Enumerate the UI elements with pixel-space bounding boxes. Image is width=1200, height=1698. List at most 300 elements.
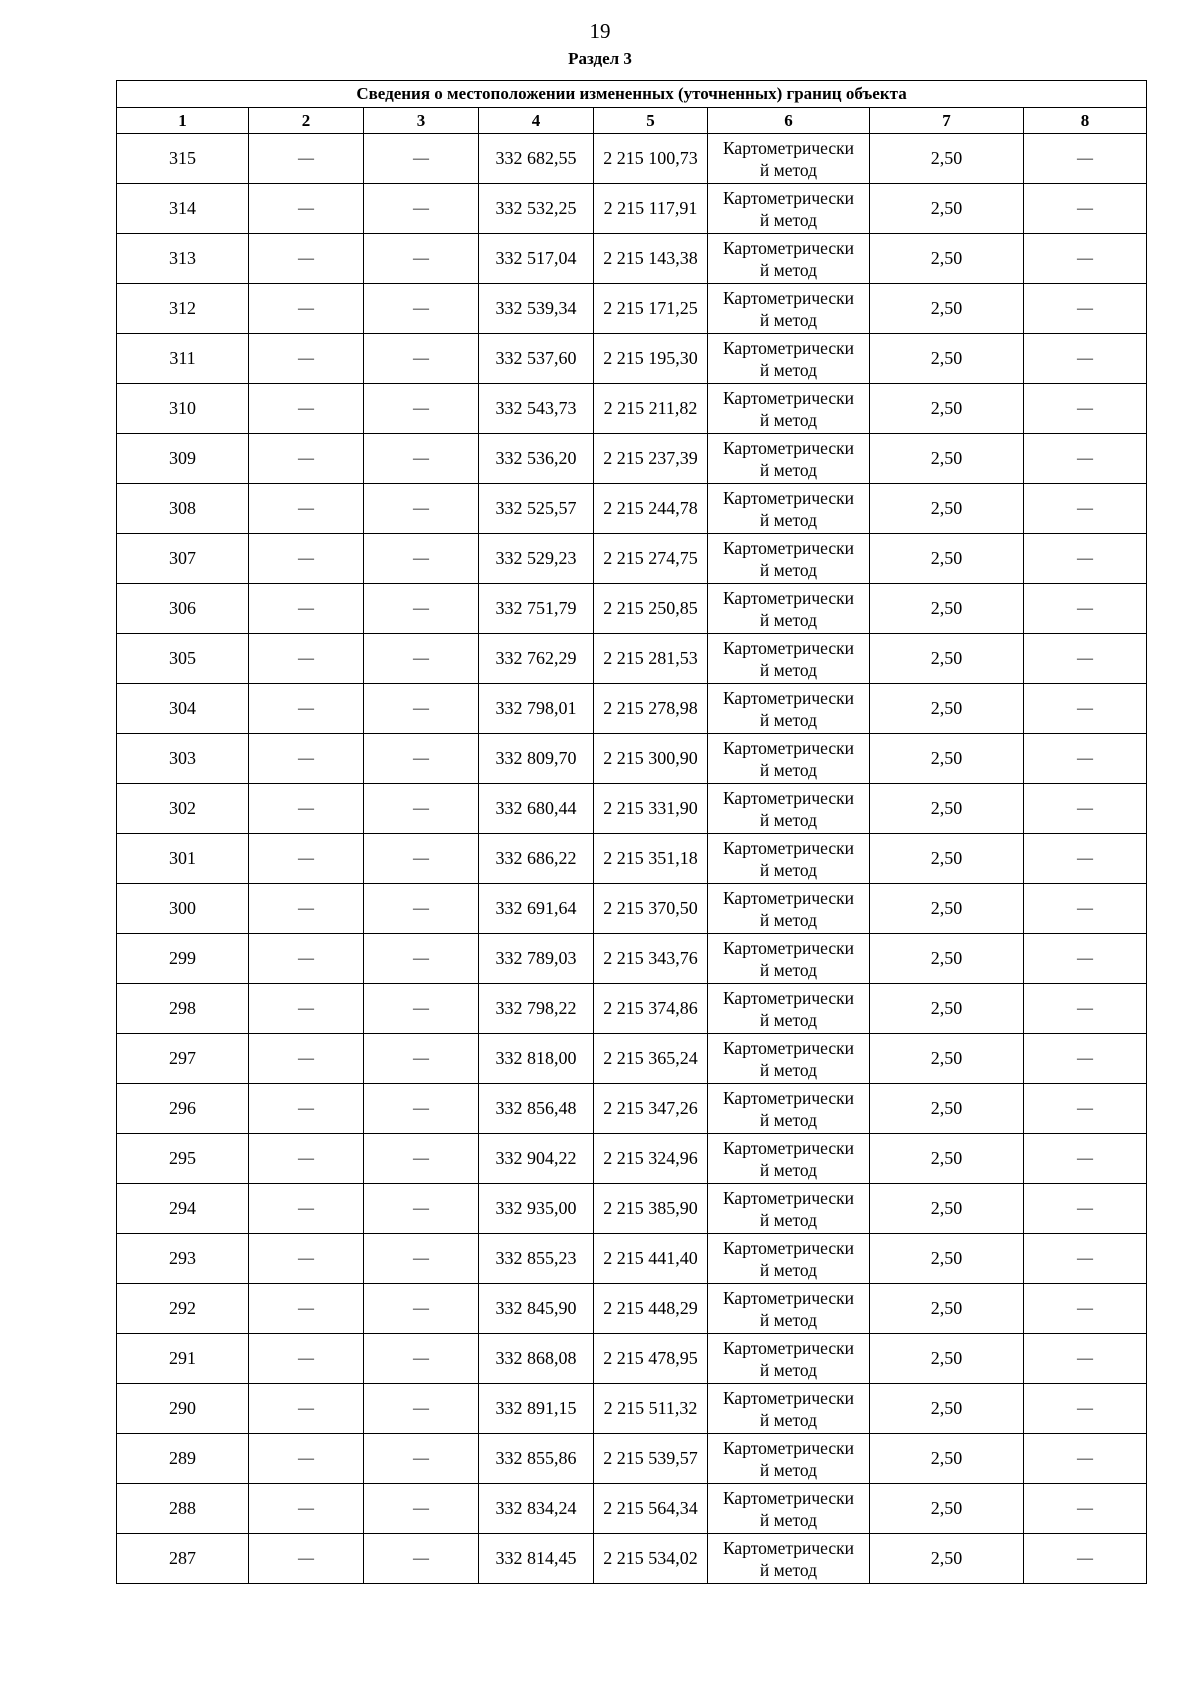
empty-cell: —	[249, 284, 364, 334]
method-cell	[708, 1084, 870, 1134]
x-coordinate-cell: 332 868,08	[479, 1334, 594, 1384]
empty-cell: —	[1024, 1434, 1147, 1484]
empty-cell: —	[1024, 634, 1147, 684]
x-coordinate-cell: 332 680,44	[479, 784, 594, 834]
column-number: 7	[870, 108, 1024, 134]
table-row	[117, 1034, 1147, 1084]
method-cell	[708, 1434, 870, 1484]
method-text-line2: й метод	[759, 559, 818, 580]
column-number: 3	[364, 108, 479, 134]
accuracy-cell: 2,50	[870, 834, 1024, 884]
x-coordinate-cell: 332 818,00	[479, 1034, 594, 1084]
method-text-line1: Картометрически	[722, 337, 855, 358]
point-number-cell: 306	[117, 584, 249, 634]
method-text-line1: Картометрически	[722, 1487, 855, 1508]
y-coordinate-cell: 2 215 274,75	[594, 534, 708, 584]
method-text-line1: Картометрически	[722, 987, 855, 1008]
point-number-cell: 287	[117, 1534, 249, 1584]
method-text-line1: Картометрически	[722, 687, 855, 708]
method-text-line1: Картометрически	[722, 1087, 855, 1108]
point-number-cell: 313	[117, 234, 249, 284]
table-row	[117, 1284, 1147, 1334]
method-text-line1: Картометрически	[722, 387, 855, 408]
empty-cell: —	[1024, 134, 1147, 184]
empty-cell: —	[249, 1334, 364, 1384]
empty-cell: —	[364, 1284, 479, 1334]
method-cell	[708, 184, 870, 234]
x-coordinate-cell: 332 935,00	[479, 1184, 594, 1234]
method-cell	[708, 434, 870, 484]
point-number-cell: 311	[117, 334, 249, 384]
empty-cell: —	[1024, 1534, 1147, 1584]
empty-cell: —	[1024, 684, 1147, 734]
accuracy-cell: 2,50	[870, 1084, 1024, 1134]
empty-cell: —	[364, 1184, 479, 1234]
method-text-line2: й метод	[759, 209, 818, 230]
method-text-line2: й метод	[759, 409, 818, 430]
y-coordinate-cell: 2 215 374,86	[594, 984, 708, 1034]
point-number-cell: 290	[117, 1384, 249, 1434]
table-body	[117, 134, 1147, 1584]
empty-cell: —	[364, 1384, 479, 1434]
empty-cell: —	[249, 884, 364, 934]
x-coordinate-cell: 332 517,04	[479, 234, 594, 284]
empty-cell: —	[364, 1134, 479, 1184]
table-row	[117, 1484, 1147, 1534]
y-coordinate-cell: 2 215 534,02	[594, 1534, 708, 1584]
empty-cell: —	[364, 134, 479, 184]
y-coordinate-cell: 2 215 370,50	[594, 884, 708, 934]
boundary-coordinates-table	[116, 80, 1147, 1584]
empty-cell: —	[364, 184, 479, 234]
method-cell	[708, 934, 870, 984]
table-row	[117, 1384, 1147, 1434]
empty-cell: —	[1024, 1384, 1147, 1434]
point-number-cell: 289	[117, 1434, 249, 1484]
empty-cell: —	[249, 934, 364, 984]
empty-cell: —	[249, 1284, 364, 1334]
x-coordinate-cell: 332 751,79	[479, 584, 594, 634]
empty-cell: —	[249, 1234, 364, 1284]
point-number-cell: 295	[117, 1134, 249, 1184]
y-coordinate-cell: 2 215 351,18	[594, 834, 708, 884]
y-coordinate-cell: 2 215 331,90	[594, 784, 708, 834]
accuracy-cell: 2,50	[870, 684, 1024, 734]
empty-cell: —	[364, 1534, 479, 1584]
empty-cell: —	[364, 434, 479, 484]
empty-cell: —	[249, 1184, 364, 1234]
table-row	[117, 634, 1147, 684]
method-text-line1: Картометрически	[722, 587, 855, 608]
y-coordinate-cell: 2 215 244,78	[594, 484, 708, 534]
accuracy-cell: 2,50	[870, 1234, 1024, 1284]
accuracy-cell: 2,50	[870, 234, 1024, 284]
table-row	[117, 134, 1147, 184]
method-text-line2: й метод	[759, 309, 818, 330]
empty-cell: —	[364, 1434, 479, 1484]
method-text-line2: й метод	[759, 1459, 818, 1480]
empty-cell: —	[1024, 1134, 1147, 1184]
method-text-line1: Картометрически	[722, 787, 855, 808]
y-coordinate-cell: 2 215 347,26	[594, 1084, 708, 1134]
method-text-line1: Картометрически	[722, 1287, 855, 1308]
y-coordinate-cell: 2 215 441,40	[594, 1234, 708, 1284]
empty-cell: —	[249, 1034, 364, 1084]
empty-cell: —	[249, 484, 364, 534]
method-cell	[708, 584, 870, 634]
x-coordinate-cell: 332 845,90	[479, 1284, 594, 1334]
point-number-cell: 296	[117, 1084, 249, 1134]
x-coordinate-cell: 332 686,22	[479, 834, 594, 884]
y-coordinate-cell: 2 215 250,85	[594, 584, 708, 634]
method-text-line2: й метод	[759, 359, 818, 380]
accuracy-cell: 2,50	[870, 134, 1024, 184]
point-number-cell: 288	[117, 1484, 249, 1534]
method-text-line2: й метод	[759, 459, 818, 480]
y-coordinate-cell: 2 215 511,32	[594, 1384, 708, 1434]
y-coordinate-cell: 2 215 300,90	[594, 734, 708, 784]
point-number-cell: 314	[117, 184, 249, 234]
method-text-line2: й метод	[759, 509, 818, 530]
x-coordinate-cell: 332 855,86	[479, 1434, 594, 1484]
empty-cell: —	[249, 184, 364, 234]
empty-cell: —	[1024, 884, 1147, 934]
method-text-line2: й метод	[759, 1209, 818, 1230]
table-row	[117, 684, 1147, 734]
empty-cell: —	[249, 434, 364, 484]
point-number-cell: 308	[117, 484, 249, 534]
empty-cell: —	[364, 234, 479, 284]
method-text-line2: й метод	[759, 959, 818, 980]
point-number-cell: 298	[117, 984, 249, 1034]
empty-cell: —	[1024, 334, 1147, 384]
y-coordinate-cell: 2 215 365,24	[594, 1034, 708, 1084]
point-number-cell: 305	[117, 634, 249, 684]
point-number-cell: 302	[117, 784, 249, 834]
method-cell	[708, 1484, 870, 1534]
method-text-line1: Картометрически	[722, 287, 855, 308]
table-row	[117, 784, 1147, 834]
table-caption: Сведения о местоположении измененных (уточненных) границ объекта	[117, 81, 1147, 108]
page-number: 19	[589, 19, 611, 43]
y-coordinate-cell: 2 215 100,73	[594, 134, 708, 184]
method-cell	[708, 634, 870, 684]
empty-cell: —	[249, 334, 364, 384]
y-coordinate-cell: 2 215 211,82	[594, 384, 708, 434]
method-text-line2: й метод	[759, 1409, 818, 1430]
method-text-line1: Картометрически	[722, 1237, 855, 1258]
method-cell	[708, 834, 870, 884]
method-text-line1: Картометрически	[722, 737, 855, 758]
method-cell	[708, 884, 870, 934]
empty-cell: —	[364, 1484, 479, 1534]
method-cell	[708, 784, 870, 834]
accuracy-cell: 2,50	[870, 384, 1024, 434]
table-row	[117, 534, 1147, 584]
table-row	[117, 934, 1147, 984]
empty-cell: —	[364, 984, 479, 1034]
method-text-line1: Картометрически	[722, 487, 855, 508]
empty-cell: —	[249, 584, 364, 634]
table-row	[117, 1334, 1147, 1384]
method-text-line1: Картометрически	[722, 537, 855, 558]
empty-cell: —	[1024, 534, 1147, 584]
empty-cell: —	[249, 734, 364, 784]
empty-cell: —	[364, 484, 479, 534]
accuracy-cell: 2,50	[870, 334, 1024, 384]
method-text-line2: й метод	[759, 859, 818, 880]
point-number-cell: 293	[117, 1234, 249, 1284]
empty-cell: —	[249, 834, 364, 884]
empty-cell: —	[249, 1134, 364, 1184]
y-coordinate-cell: 2 215 278,98	[594, 684, 708, 734]
x-coordinate-cell: 332 529,23	[479, 534, 594, 584]
x-coordinate-cell: 332 856,48	[479, 1084, 594, 1134]
column-number: 6	[708, 108, 870, 134]
column-number: 4	[479, 108, 594, 134]
accuracy-cell: 2,50	[870, 934, 1024, 984]
point-number-cell: 301	[117, 834, 249, 884]
accuracy-cell: 2,50	[870, 584, 1024, 634]
table-row	[117, 1184, 1147, 1234]
empty-cell: —	[1024, 1184, 1147, 1234]
empty-cell: —	[364, 284, 479, 334]
table-row	[117, 834, 1147, 884]
empty-cell: —	[249, 1084, 364, 1134]
method-cell	[708, 734, 870, 784]
method-cell	[708, 1334, 870, 1384]
empty-cell: —	[364, 884, 479, 934]
empty-cell: —	[1024, 1284, 1147, 1334]
empty-cell: —	[249, 234, 364, 284]
method-text-line1: Картометрически	[722, 1437, 855, 1458]
y-coordinate-cell: 2 215 324,96	[594, 1134, 708, 1184]
method-text-line2: й метод	[759, 1559, 818, 1580]
empty-cell: —	[249, 134, 364, 184]
empty-cell: —	[249, 1534, 364, 1584]
empty-cell: —	[1024, 384, 1147, 434]
x-coordinate-cell: 332 532,25	[479, 184, 594, 234]
point-number-cell: 309	[117, 434, 249, 484]
table-row	[117, 1434, 1147, 1484]
method-text-line1: Картометрически	[722, 887, 855, 908]
method-cell	[708, 334, 870, 384]
empty-cell: —	[364, 1084, 479, 1134]
empty-cell: —	[1024, 1034, 1147, 1084]
method-text-line2: й метод	[759, 1259, 818, 1280]
point-number-cell: 315	[117, 134, 249, 184]
accuracy-cell: 2,50	[870, 1534, 1024, 1584]
table-row	[117, 1534, 1147, 1584]
method-cell	[708, 1034, 870, 1084]
point-number-cell: 304	[117, 684, 249, 734]
method-cell	[708, 1284, 870, 1334]
empty-cell: —	[364, 384, 479, 434]
empty-cell: —	[249, 384, 364, 434]
y-coordinate-cell: 2 215 564,34	[594, 1484, 708, 1534]
section-title: Раздел 3	[568, 49, 632, 68]
accuracy-cell: 2,50	[870, 734, 1024, 784]
empty-cell: —	[1024, 834, 1147, 884]
empty-cell: —	[364, 1334, 479, 1384]
empty-cell: —	[364, 684, 479, 734]
point-number-cell: 300	[117, 884, 249, 934]
method-text-line2: й метод	[759, 609, 818, 630]
method-cell	[708, 384, 870, 434]
table-row	[117, 734, 1147, 784]
accuracy-cell: 2,50	[870, 1384, 1024, 1434]
empty-cell: —	[364, 784, 479, 834]
method-text-line2: й метод	[759, 1359, 818, 1380]
table-row	[117, 284, 1147, 334]
method-cell	[708, 134, 870, 184]
method-text-line2: й метод	[759, 1109, 818, 1130]
column-number: 2	[249, 108, 364, 134]
method-cell	[708, 1134, 870, 1184]
accuracy-cell: 2,50	[870, 1034, 1024, 1084]
empty-cell: —	[249, 784, 364, 834]
x-coordinate-cell: 332 855,23	[479, 1234, 594, 1284]
method-text-line1: Картометрически	[722, 937, 855, 958]
method-cell	[708, 1234, 870, 1284]
method-text-line2: й метод	[759, 909, 818, 930]
point-number-cell: 291	[117, 1334, 249, 1384]
x-coordinate-cell: 332 891,15	[479, 1384, 594, 1434]
table-row	[117, 1234, 1147, 1284]
point-number-cell: 297	[117, 1034, 249, 1084]
x-coordinate-cell: 332 536,20	[479, 434, 594, 484]
method-cell	[708, 284, 870, 334]
method-cell	[708, 1534, 870, 1584]
y-coordinate-cell: 2 215 195,30	[594, 334, 708, 384]
method-cell	[708, 1184, 870, 1234]
table-row	[117, 884, 1147, 934]
x-coordinate-cell: 332 525,57	[479, 484, 594, 534]
accuracy-cell: 2,50	[870, 984, 1024, 1034]
empty-cell: —	[1024, 284, 1147, 334]
x-coordinate-cell: 332 809,70	[479, 734, 594, 784]
method-text-line1: Картометрически	[722, 1337, 855, 1358]
table-row	[117, 984, 1147, 1034]
x-coordinate-cell: 332 798,22	[479, 984, 594, 1034]
x-coordinate-cell: 332 543,73	[479, 384, 594, 434]
method-text-line1: Картометрически	[722, 1037, 855, 1058]
accuracy-cell: 2,50	[870, 1434, 1024, 1484]
table-row	[117, 484, 1147, 534]
accuracy-cell: 2,50	[870, 484, 1024, 534]
method-text-line2: й метод	[759, 159, 818, 180]
method-text-line1: Картометрически	[722, 1537, 855, 1558]
empty-cell: —	[1024, 1084, 1147, 1134]
empty-cell: —	[364, 1234, 479, 1284]
x-coordinate-cell: 332 537,60	[479, 334, 594, 384]
y-coordinate-cell: 2 215 143,38	[594, 234, 708, 284]
accuracy-cell: 2,50	[870, 1334, 1024, 1384]
empty-cell: —	[249, 1484, 364, 1534]
table-row	[117, 1084, 1147, 1134]
x-coordinate-cell: 332 798,01	[479, 684, 594, 734]
method-text-line1: Картометрически	[722, 187, 855, 208]
table-row	[117, 584, 1147, 634]
empty-cell: —	[364, 334, 479, 384]
empty-cell: —	[249, 534, 364, 584]
accuracy-cell: 2,50	[870, 784, 1024, 834]
empty-cell: —	[1024, 734, 1147, 784]
accuracy-cell: 2,50	[870, 1284, 1024, 1334]
empty-cell: —	[1024, 984, 1147, 1034]
method-text-line1: Картометрически	[722, 1187, 855, 1208]
accuracy-cell: 2,50	[870, 884, 1024, 934]
empty-cell: —	[1024, 484, 1147, 534]
x-coordinate-cell: 332 691,64	[479, 884, 594, 934]
empty-cell: —	[364, 1034, 479, 1084]
empty-cell: —	[364, 634, 479, 684]
accuracy-cell: 2,50	[870, 1134, 1024, 1184]
empty-cell: —	[364, 584, 479, 634]
empty-cell: —	[364, 534, 479, 584]
x-coordinate-cell: 332 814,45	[479, 1534, 594, 1584]
point-number-cell: 307	[117, 534, 249, 584]
method-text-line2: й метод	[759, 1159, 818, 1180]
empty-cell: —	[249, 684, 364, 734]
method-text-line2: й метод	[759, 1309, 818, 1330]
y-coordinate-cell: 2 215 281,53	[594, 634, 708, 684]
empty-cell: —	[1024, 434, 1147, 484]
point-number-cell: 292	[117, 1284, 249, 1334]
column-number: 1	[117, 108, 249, 134]
empty-cell: —	[249, 634, 364, 684]
empty-cell: —	[364, 734, 479, 784]
x-coordinate-cell: 332 682,55	[479, 134, 594, 184]
empty-cell: —	[1024, 1334, 1147, 1384]
y-coordinate-cell: 2 215 343,76	[594, 934, 708, 984]
method-text-line2: й метод	[759, 659, 818, 680]
x-coordinate-cell: 332 904,22	[479, 1134, 594, 1184]
empty-cell: —	[364, 934, 479, 984]
method-cell	[708, 1384, 870, 1434]
y-coordinate-cell: 2 215 478,95	[594, 1334, 708, 1384]
x-coordinate-cell: 332 834,24	[479, 1484, 594, 1534]
method-cell	[708, 234, 870, 284]
empty-cell: —	[249, 1384, 364, 1434]
method-text-line1: Картометрически	[722, 437, 855, 458]
empty-cell: —	[1024, 934, 1147, 984]
point-number-cell: 310	[117, 384, 249, 434]
method-text-line2: й метод	[759, 259, 818, 280]
empty-cell: —	[1024, 1484, 1147, 1534]
y-coordinate-cell: 2 215 171,25	[594, 284, 708, 334]
accuracy-cell: 2,50	[870, 434, 1024, 484]
method-text-line1: Картометрически	[722, 237, 855, 258]
empty-cell: —	[249, 1434, 364, 1484]
empty-cell: —	[1024, 784, 1147, 834]
method-cell	[708, 534, 870, 584]
method-cell	[708, 484, 870, 534]
method-text-line1: Картометрически	[722, 837, 855, 858]
accuracy-cell: 2,50	[870, 184, 1024, 234]
accuracy-cell: 2,50	[870, 534, 1024, 584]
method-text-line2: й метод	[759, 1009, 818, 1030]
method-cell	[708, 684, 870, 734]
empty-cell: —	[364, 834, 479, 884]
x-coordinate-cell: 332 762,29	[479, 634, 594, 684]
accuracy-cell: 2,50	[870, 634, 1024, 684]
y-coordinate-cell: 2 215 117,91	[594, 184, 708, 234]
method-text-line1: Картометрически	[722, 137, 855, 158]
table-row	[117, 334, 1147, 384]
table-row	[117, 1134, 1147, 1184]
point-number-cell: 312	[117, 284, 249, 334]
